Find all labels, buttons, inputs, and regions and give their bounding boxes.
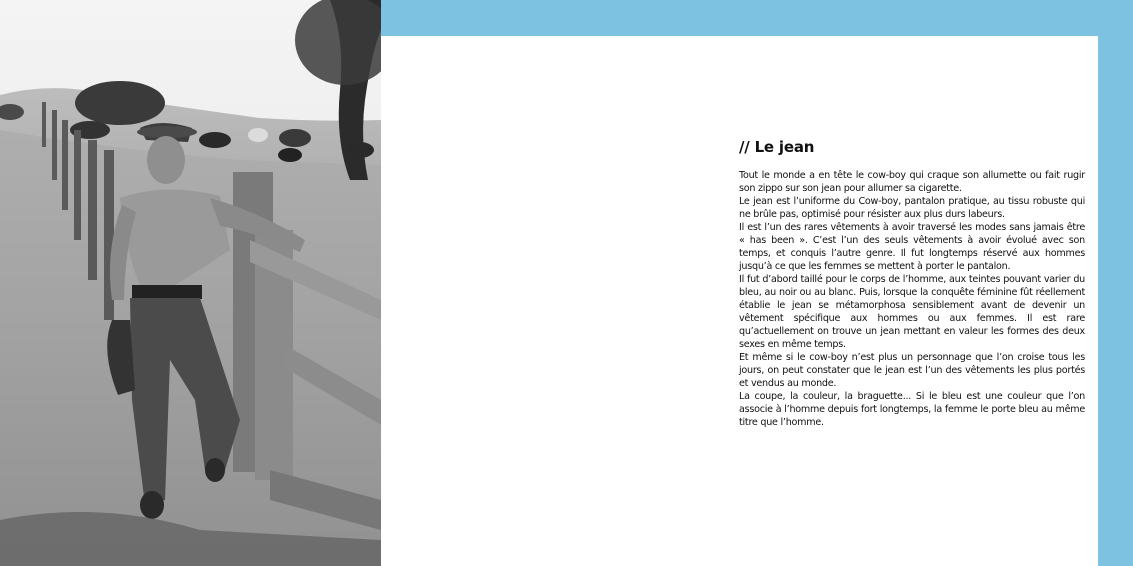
- article: [739, 137, 1085, 429]
- article-paragraph: Le jean est l’uniforme du Cow-boy, pantalon pratique, au tissu robuste qui ne brûle pas, optimisé pour résister aux plus durs labeurs.: [739, 196, 1085, 220]
- article-paragraph: Tout le monde a en tête le cow-boy qui craque son allumette ou fait rugir son zippo sur son jean pour allumer sa cigarette.: [739, 170, 1085, 194]
- frame-right-band: [1098, 0, 1133, 566]
- article-paragraph: La coupe, la couleur, la braguette... Si le bleu est une couleur que l’on associe à l’homme depuis fort longtemps, la femme le porte bleu au même titre que l’homme.: [739, 391, 1085, 428]
- article-paragraph: Et même si le cow-boy n’est plus un personnage que l’on croise tous les jours, on peut constater que le jean est l’un des vêtements les plus portés et vendus au monde.: [739, 352, 1085, 389]
- article-paragraph: Il est l’un des rares vêtements à avoir traversé les modes sans jamais être « has been ». C’est l’un des seuls vêtements à avoir évolué avec son temps, et conquis l’autre genre. Il fut longtemps réservé aux hommes jusqu’à ce que les femmes se mettent à porter le pantalon.: [739, 222, 1085, 272]
- article-body: [739, 169, 1085, 429]
- article-paragraph: Il fut d’abord taillé pour le corps de l’homme, aux teintes pouvant varier du bleu, au noir ou au blanc. Puis, lorsque la conquête féminine fût réellement établie le jean se métamorphosa sensiblement avant de devenir un vêtement spécifique aux hommes ou aux femmes. Il est rare qu’actuellement on trouve un jean mettant en valeur les formes des deux sexes en même temps.: [739, 274, 1085, 350]
- frame-top-band: [381, 0, 1133, 36]
- cowboy-photo: [0, 0, 381, 566]
- article-heading: // Le jean: [739, 138, 815, 156]
